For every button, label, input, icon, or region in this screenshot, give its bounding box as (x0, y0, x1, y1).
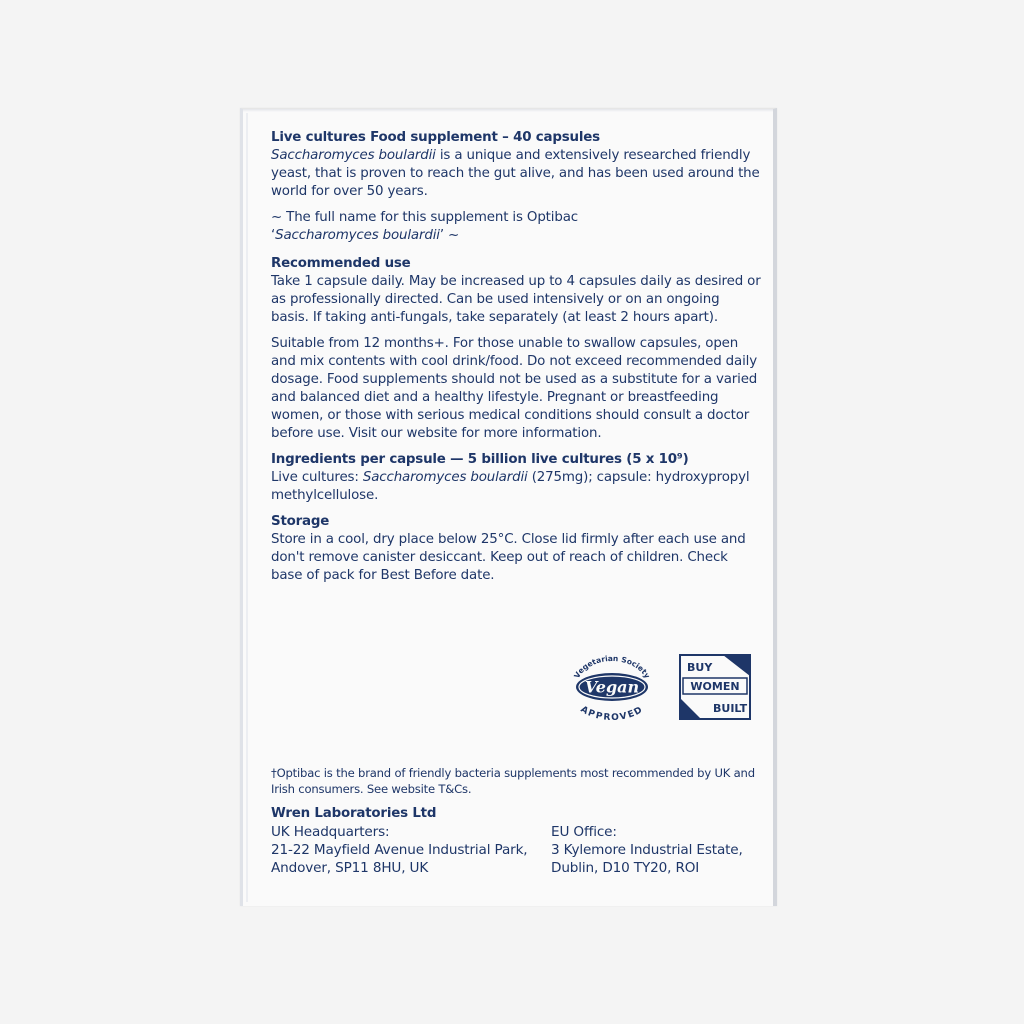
certification-badges (563, 654, 753, 724)
bwb-line2: WOMEN (690, 680, 740, 693)
intro-rest: is a unique and extensively researched friendly yeast, that is proven to reach the gut alive, and has been used around the world for over 50 years. (271, 148, 760, 199)
fullname-line2 (271, 227, 761, 245)
quote-open: ‘ (271, 228, 276, 243)
vegan-top-text: Vegetarian Society (572, 654, 652, 680)
ingredients-prefix: Live cultures: (271, 470, 363, 485)
uk-label: UK Headquarters: (271, 824, 390, 840)
pack-panel (240, 108, 777, 906)
eu-line1: 3 Kylemore Industrial Estate, (551, 842, 743, 858)
uk-line2: Andover, SP11 8HU, UK (271, 860, 429, 876)
recommended-text: Take 1 capsule daily. May be increased up to 4 capsules daily as desired or as professionally directed. Can be used intensively or on an ongoing basis. If taking anti-fungals, take separately (at least 2 hours apart). (271, 274, 761, 325)
recommended-heading: Recommended use (271, 256, 411, 271)
bwb-line1: BUY (687, 661, 713, 674)
uk-address (271, 823, 551, 877)
ingredients-species: Saccharomyces boulardii (362, 470, 528, 485)
footnote: †Optibac is the brand of friendly bacteria supplements most recommended by UK and Irish consumers. See website T&Cs. (271, 766, 755, 796)
svg-text:APPROVED (579, 705, 646, 720)
ingredients-text (271, 469, 761, 505)
pack-content (271, 129, 761, 585)
eu-label: EU Office: (551, 824, 617, 840)
vegan-word: Vegan (584, 677, 640, 697)
eu-address (551, 823, 771, 877)
quote-close: ’ ~ (439, 228, 460, 243)
eu-line2: Dublin, D10 TY20, ROI (551, 860, 700, 876)
intro-text (271, 147, 761, 201)
bwb-line3: BUILT (713, 702, 748, 715)
storage-heading: Storage (271, 514, 330, 529)
vegan-approved-logo (563, 654, 661, 720)
product-title: Live cultures Food supplement – 40 capsules (271, 130, 600, 145)
company-name: Wren Laboratories Ltd (271, 806, 437, 821)
uk-line1: 21-22 Mayfield Avenue Industrial Park, (271, 842, 528, 858)
ingredients-rest: (275mg); capsule: hydroxypropyl methylcellulose. (271, 470, 750, 503)
panel-edge (246, 113, 248, 902)
vegan-bottom-text: APPROVED (578, 704, 646, 720)
fullname-species: Saccharomyces boulardii (275, 228, 440, 243)
fullname-line1: ~ The full name for this supplement is Optibac (271, 210, 578, 225)
storage-text: Store in a cool, dry place below 25°C. Close lid firmly after each use and don't remove canister desiccant. Keep out of reach of children. Check base of pack for Best Before date. (271, 532, 746, 583)
ingredients-heading: Ingredients per capsule — 5 billion live cultures (5 x 10⁹) (271, 452, 689, 467)
buy-women-built-logo (679, 654, 751, 720)
suitable-text: Suitable from 12 months+. For those unable to swallow capsules, open and mix contents with cool drink/food. Do not exceed recommended daily dosage. Food supplements should not be used as a substitute for a varied and balanced diet and a healthy lifestyle. Pregnant or breastfeeding women, or those with serious medical conditions should consult a doctor before use. Visit our website for more information. (271, 336, 758, 441)
address-columns (271, 823, 771, 877)
intro-species: Saccharomyces boulardii (271, 148, 436, 163)
footer-block (271, 765, 771, 877)
